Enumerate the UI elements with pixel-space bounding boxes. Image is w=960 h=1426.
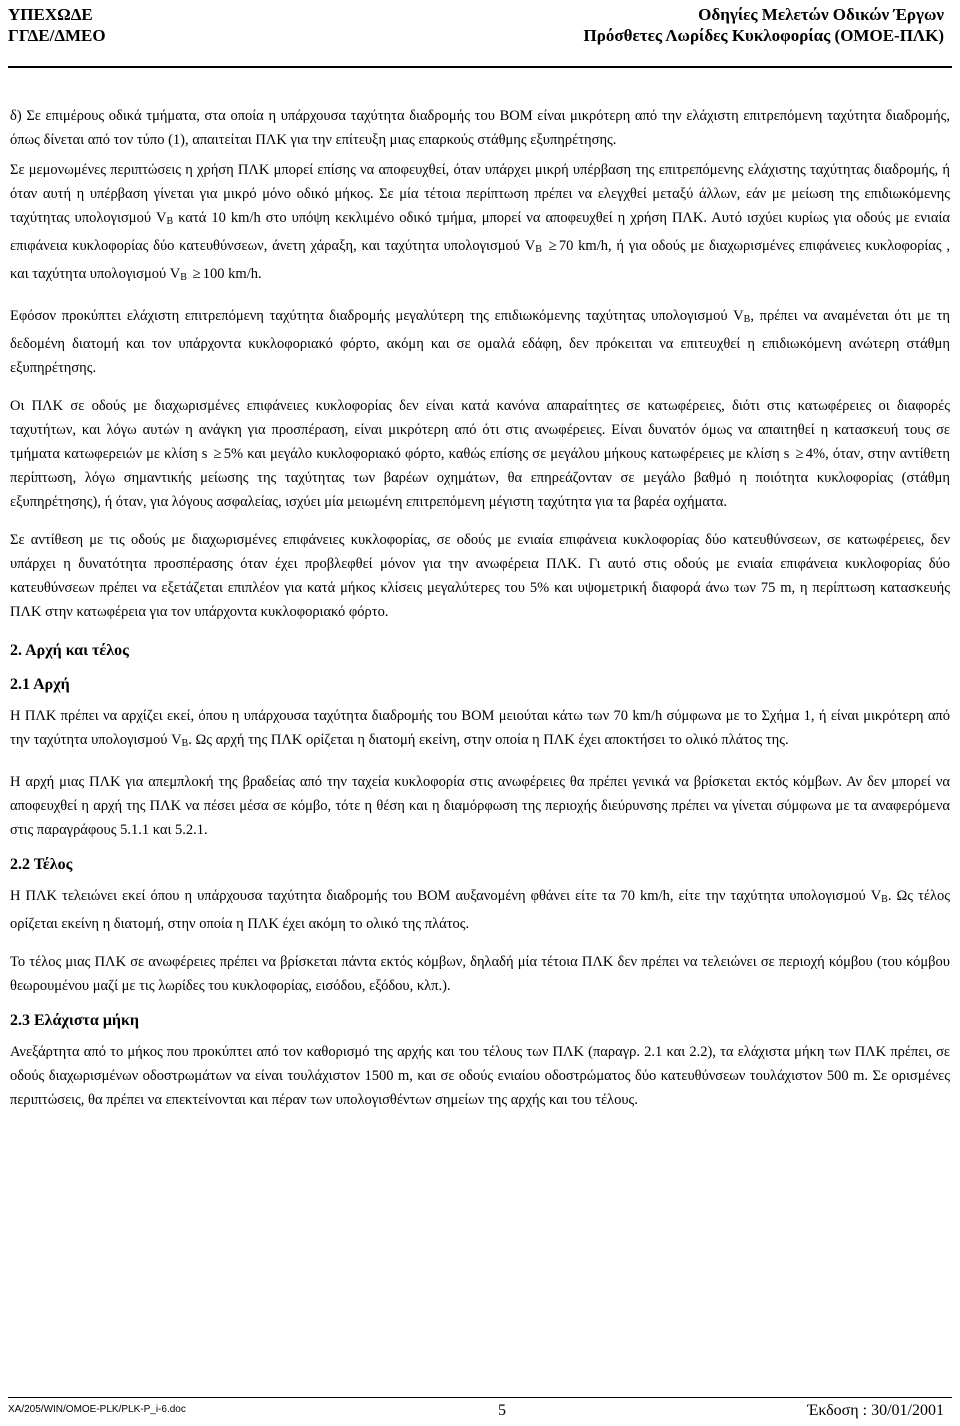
text-segment: 100 km/h. (202, 266, 262, 282)
subsection-heading-start: 2.1 Αρχή (10, 676, 70, 693)
paragraph-single-carriageway: Σε αντίθεση με τις οδούς με διαχωρισμένες επιφάνειες κυκλοφορίας, σε οδούς με ενιαία επιφάνεια κυκλοφορίας δύο κατευθύνσεων, σε κατωφέρειες, δεν υπάρχει η δυνατότητα προσπέρασης όταν έχει προβλεφθεί μόνον για την ανωφέρεια ΠΛΚ. Γι αυτό στις οδούς με ενιαία επιφάνεια κυκλοφορίας δύο κατευθύνσεων πρέπει να εξετάζεται επιπλέον για κατά μήκος κλίσεις μεγαλύτερες του 5% και υψομετρική διαφορά άνω των 75 m, η περίπτωση κατασκευής ΠΛΚ στην κατωφέρεια για τον υπάρχοντα κυκλοφοριακό φόρτο. (10, 532, 950, 620)
paragraph-end-junctions: Το τέλος μιας ΠΛΚ σε ανωφέρειες πρέπει να βρίσκεται πάντα εκτός κόμβων, δηλαδή μία τέτοια ΠΛΚ δεν πρέπει να τελειώνει σε περιοχή κόμβου (του κόμβου θεωρουμένου μαζί με τις λωρίδες του κυκλοφορίας, εισόδου, εξόδου, κλπ.). (10, 954, 950, 994)
paragraph-end-definition (10, 884, 950, 936)
text-segment: κατά 10 km/h στο υπόψη κεκλιμένο οδικό τμήμα, μπορεί να αποφευχθεί η χρήση ΠΛΚ. Αυτό ισχύει κυρίως για οδούς με ενιαία επιφάνεια κυκλοφορίας δύο κατευθύνσεων, άνετη χάραξη, και ταχύτητα υπολογισμού V (10, 210, 950, 254)
subscript: B (881, 894, 888, 905)
footer-edition-date: Έκδοση : 30/01/2001 (807, 1402, 944, 1419)
text-segment: . Ως τέλος ορίζεται εκείνη η διατομή, στην οποία η ΠΛΚ έχει ακόμη το ολικό της πλάτος. (10, 888, 950, 932)
header-document-title (584, 4, 944, 46)
paragraph-isolated-cases (10, 158, 950, 290)
footer-divider (8, 1397, 952, 1398)
geq-symbol: ≥ (192, 266, 201, 282)
subscript: B (181, 738, 189, 749)
paragraph-start-definition (10, 704, 950, 756)
footer-page-number: 5 (498, 1402, 506, 1419)
paragraph-downgrades (10, 394, 950, 514)
document-body (10, 104, 950, 1126)
header-org-line2: ΓΓΔΕ/ΔΜΕΟ (8, 26, 106, 45)
paragraph-d: δ) Σε επιμέρους οδικά τμήματα, στα οποία η υπάρχουσα ταχύτητα διαδρομής του ΒΟΜ είναι μικρότερη από την ελάχιστη επιτρεπόμενη ταχύτητα διαδρομής, όπως δίνεται από τον τύπο (1), απαιτείται ΠΛΚ για την επίτευξη μιας επαρκούς στάθμης εξυπηρέτησης. (10, 108, 950, 148)
header-title-line2: Πρόσθετες Λωρίδες Κυκλοφορίας (ΟΜΟΕ-ΠΛΚ) (583, 26, 944, 45)
text-segment: . Ως αρχή της ΠΛΚ ορίζεται η διατομή εκείνη, στην οποία η ΠΛΚ έχει αποκτήσει το ολικό πλάτος της. (188, 732, 789, 748)
subscript: B (180, 272, 187, 283)
paragraph-min-speed (10, 304, 950, 380)
geq-symbol: ≥ (548, 238, 557, 254)
subsection-heading-end: 2.2 Τέλος (10, 856, 73, 873)
geq-symbol: ≥ (213, 446, 222, 462)
subscript: B (743, 314, 751, 325)
header-org-line1: ΥΠΕΧΩΔΕ (8, 5, 93, 24)
text-segment: 70 km/h, ή για οδούς με διαχωρισμένες επιφάνειες κυκλοφορίας , και ταχύτητα υπολογισμού V (10, 238, 951, 282)
subscript: B (166, 216, 174, 227)
text-segment: 5% και μεγάλο κυκλοφοριακό φόρτο, καθώς επίσης σε μεγάλου μήκους κατωφέρειες με κλίση s (223, 446, 794, 462)
section-heading-start-end: 2. Αρχή και τέλος (10, 642, 129, 659)
subscript: B (535, 244, 542, 255)
header-title-line1: Οδηγίες Μελετών Οδικών Έργων (698, 5, 944, 24)
header-organization (8, 4, 106, 46)
text-segment: Η ΠΛΚ πρέπει να αρχίζει εκεί, όπου η υπάρχουσα ταχύτητα διαδρομής του ΒΟΜ μειούται κάτω των 70 km/h σύμφωνα με το Σχήμα 1, ή είναι μικρότερη από την ταχύτητα υπολογισμού V (10, 708, 950, 748)
page-header (8, 0, 952, 70)
text-segment: Εφόσον προκύπτει ελάχιστη επιτρεπόμενη ταχύτητα διαδρομής μεγαλύτερη της επιδιωκόμενης ταχύτητας υπολογισμού V (10, 308, 744, 324)
subsection-heading-min-lengths: 2.3 Ελάχιστα μήκη (10, 1012, 139, 1029)
text-segment: , πρέπει να αναμένεται ότι με τη δεδομένη διατομή και τον υπάρχοντα κυκλοφοριακό φόρτο, ακόμη και σε ομαλά εδάφη, δεν πρόκειται να επιτευχθεί η επιδιωκόμενη ανώτερη στάθμη εξυπηρέτησης. (10, 308, 950, 376)
geq-symbol: ≥ (795, 446, 804, 462)
paragraph-start-junctions: Η αρχή μιας ΠΛΚ για απεμπλοκή της βραδείας από την ταχεία κυκλοφορία στις ανωφέρειες θα πρέπει γενικά να βρίσκεται εκτός κόμβων. Αν δεν μπορεί να αποφευχθεί η αρχή της ΠΛΚ να πέσει μέσα σε κόμβο, τότε η θέση και η διαμόρφωση της περιοχής διεύρυνσης πρέπει να γίνεται σύμφωνα με τα αναφερόμενα στις παραγράφους 5.1.1 και 5.2.1. (10, 774, 950, 838)
page-footer (8, 1402, 952, 1422)
paragraph-min-lengths: Ανεξάρτητα από το μήκος που προκύπτει από τον καθορισμό της αρχής και του τέλους των ΠΛΚ (παραγρ. 2.1 και 2.2), τα ελάχιστα μήκη των ΠΛΚ πρέπει, σε οδούς διαχωρισμένων οδοστρωμάτων να είναι τουλάχιστον 1500 m, και σε οδούς ενιαίου οδοστρώματος δύο κατευθύνσεων τουλάχιστον 500 m. Σε ορισμένες περιπτώσεις, θα πρέπει να επεκτείνονται και πέραν των υπολογισθέντων σημείων της αρχής και του τέλους. (10, 1044, 950, 1108)
text-segment: 4%, όταν, στην αντίθετη περίπτωση, λόγω σημαντικής μείωσης της ταχύτητας των βαρέων οχημάτων, θα επηρεάζονταν σε μεγάλο βαθμό η ποιότητα κυκλοφορίας (στάθμη εξυπηρέτησης), ή όταν, για λόγους ασφαλείας, ισχύει μία μειωμένη επιτρεπόμενη μέγιστη ταχύτητα για τα βαρέα οχήματα. (10, 446, 950, 510)
text-segment: Σε μεμονωμένες περιπτώσεις η χρήση ΠΛΚ μπορεί επίσης να αποφευχθεί, όταν υπάρχει μικρή υπέρβαση της επιτρεπόμενης ελάχιστης ταχύτητας διαδρομής, ή όταν αυτή η υπέρβαση γίνεται για μικρό μόνο οδικό μήκος. Σε μία τέτοια περίπτωση πρέπει να ελεγχθεί μεταξύ άλλων, εάν με μείωση της επιδιωκόμενης ταχύτητας υπολογισμού V (10, 162, 950, 226)
header-divider (8, 66, 952, 68)
text-segment: Οι ΠΛΚ σε οδούς με διαχωρισμένες επιφάνειες κυκλοφορίας δεν είναι κατά κανόνα απαραίτητες σε κατωφέρειες, διότι στις κατωφέρειες οι διαφορές ταχυτήτων, και λόγω αυτών η ανάγκη για προσπέραση, είναι μικρότερη από ότι στις ανωφέρειες. Είναι δυνατόν όμως να απαιτηθεί η κατασκευή τους σε τμήματα κατωφερειών με κλίση s (10, 398, 950, 462)
text-segment: Η ΠΛΚ τελειώνει εκεί όπου η υπάρχουσα ταχύτητα διαδρομής του ΒΟΜ αυξανομένη φθάνει είτε τα 70 km/h, είτε την ταχύτητα υπολογισμού V (10, 888, 882, 904)
footer-file-path: ΧΑ/205/WIN/OMOE-PLK/PLK-P_i-6.doc (8, 1404, 186, 1415)
